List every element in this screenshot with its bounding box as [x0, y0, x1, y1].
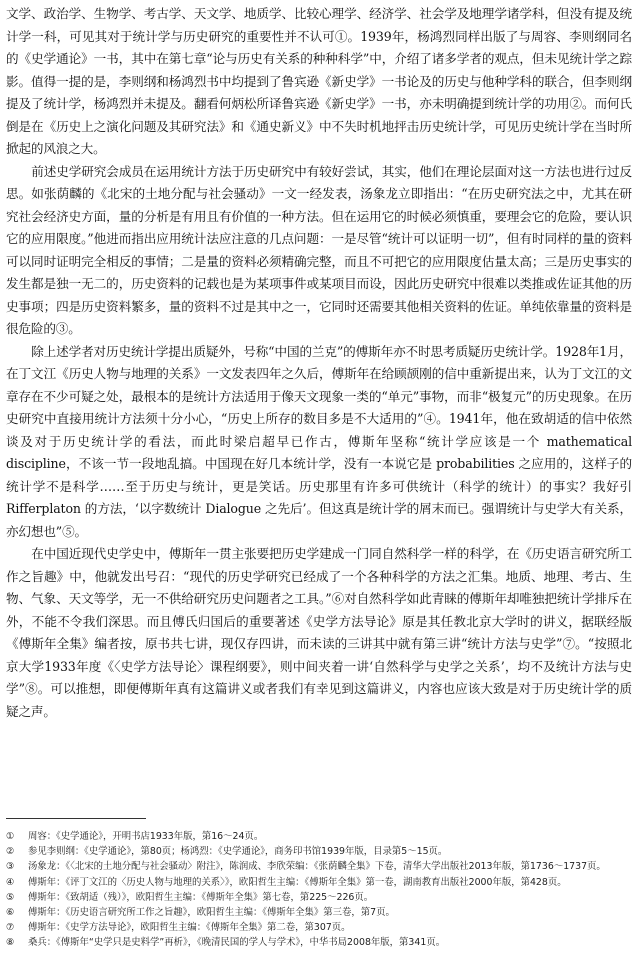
paragraph-2: 前述史学研究会成员在运用统计方法于历史研究中有较好尝试，其实，他们在理论层面对这一方法也进行过反思。如张荫麟的《北宋的土地分配与社会骚动》一文一经发表，汤象龙立即指出：“在历史研究法之中，尤其在研究社会经济史方面，量的分析是有用且有价值的一种方法。但在运用它的时候必须慎重，要理会它的危险，要认识它的应用限度。”他进而指出应用统计法应注意的几点问题：一是尽管“统计可以证明一切”，但有时同样的量的资料可以同时证明完全相反的事情；二是量的资料必须精确完整，而且不可把它的应用限度估量太高；三是历史事实的发生都是独一无二的，历史资料的记载也是为某项事件或某项目而设，因此历史研究中很难以类推或佐证其他的历史事项；四是历史资料繁多，量的资料不过是其中之一，它同时还需要其他相关资料的佐证。单纯依靠量的资料是很危险的③。 [6, 163, 632, 336]
footnote-6 [6, 905, 632, 920]
footnote-5 [6, 890, 632, 905]
footnote-1 [6, 829, 632, 844]
footnote-number: ① [6, 831, 15, 842]
footnote-text: 桑兵：《傅斯年“史学只是史料学”再析》，《晚清民国的学人与学术》，中华书局2008年版，第341页。 [28, 937, 446, 949]
footnote-number: ④ [6, 876, 15, 888]
footnote-divider [6, 818, 146, 819]
footnote-3 [6, 859, 632, 874]
footnote-text: 傅斯年：《评丁文江的〈历史人物与地理的关系〉》，欧阳哲生主编：《傅斯年全集》第一卷，湖南教育出版社2000年版，第428页。 [28, 876, 567, 888]
footnote-4 [6, 875, 632, 890]
paragraph-1: 文学、政治学、生物学、考古学、天文学、地质学、比较心理学、经济学、社会学及地理学诸学科，但没有提及统计学一科，可见其对于统计学与历史研究的重要性并不认可①。1939年，杨鸿烈同样出版了与周容、李则纲同名的《史学通论》一书，其中在第七章“论与历史有关系的种种科学”中，介绍了诸多学者的观点，但未见统计学之踪影。值得一提的是，李则纲和杨鸿烈书中均提到了鲁宾逊《新史学》一书论及的历史与他种学科的联合，但李则纲提及了统计学，杨鸿烈并未提及。翻看何炳松所译鲁宾逊《新史学》一书，亦未明确提到统计学的功用②。而何氏倒是在《历史上之演化问题及其研究法》和《通史新义》中不失时机地抨击历史统计学，可见历史统计学在当时所掀起的风浪之大。 [6, 6, 632, 156]
footnote-2 [6, 844, 632, 859]
footnote-number: ⑧ [6, 937, 15, 949]
body-text [6, 3, 632, 723]
paragraph-3: 除上述学者对历史统计学提出质疑外，号称“中国的兰克”的傅斯年亦不时思考质疑历史统计学。1928年1月，在丁文江《历史人物与地理的关系》一文发表四年之久后，傅斯年在给顾颉刚的信中重新提出来，认为丁文江的文章存在不少可疑之处，最根本的是统计方法适用于像天文现象一类的“单元”事物，而非“极复元”的历史现象。在历史研究中直接用统计方法须十分小心，“历史上所存的数目多是不大适用的”④。1941年，他在致胡适的信中依然谈及对于历史统计学的看法，而此时梁启超早已作古，傅斯年坚称“统计学应该是一个 mathematical discipline，不该一节一段地乱搞。中国现在好几本统计学，没有一本说它是 probabilities 之应用的，这样子的统计学不是科学……至于历史与统计，更是笑话。历史那里有许多可供统计（科学的统计）的事实？我好引 Rifferplaton 的方法，‘以字数统计 Dialogue 之先后’。但这真是统计学的屑末而已。强谓统计与史学大有关系，亦幻想也”⑤。 [6, 343, 632, 539]
paragraph-4: 在中国近现代史学史中，傅斯年一贯主张要把历史学建成一门同自然科学一样的科学，在《历史语言研究所工作之旨趣》中，他就发出号召：“现代的历史学研究已经成了一个各种科学的方法之汇集。地质、地理、考古、生物、气象、天文等学，无一不供给研究历史问题者之工具。”⑥对自然科学如此青睐的傅斯年却唯独把统计学排斥在外，不能不令我们深思。而且傅氏归国后的重要著述《史学方法导论》原是其任教北京大学时的讲义，据联经版《傅斯年全集》编者按，原书共七讲，现仅存四讲，而未读的三讲其中就有第三讲“统计方法与史学”⑦。“按照北京大学1933年度《〈史学方法导论〉课程纲要》，则中间夹着一讲‘自然科学与史学之关系’，均不及统计方法与史学”⑧。可以推想，即便傅斯年真有这篇讲义或者我们有幸见到这篇讲义，内容也应该大致是对于历史统计学的质疑之声。 [6, 546, 632, 719]
footnote-text: 傅斯年：《致胡适（残）》，欧阳哲生主编：《傅斯年全集》第七卷，第225～226页。 [28, 891, 374, 903]
footnote-text: 周容：《史学通论》，开明书店1933年版，第16～24页。 [28, 831, 264, 842]
footnote-text: 汤象龙：《〈北宋的土地分配与社会骚动〉附注》，陈润成、李欣荣编：《张荫麟全集》下卷，清华大学出版社2013年版，第1736～1737页。 [28, 861, 606, 873]
footnotes [6, 829, 632, 951]
footnote-text: 傅斯年：《史学方法导论》，欧阳哲生主编：《傅斯年全集》第二卷，第307页。 [28, 922, 351, 934]
footnote-7 [6, 920, 632, 935]
footnote-number: ⑤ [6, 891, 15, 903]
footnote-number: ③ [6, 861, 15, 873]
footnote-number: ⑦ [6, 922, 15, 934]
footnote-text: 傅斯年：《历史语言研究所工作之旨趣》，欧阳哲生主编：《傅斯年全集》第三卷，第7页。 [28, 907, 395, 919]
footnote-number: ② [6, 846, 15, 858]
footnote-text: 参见李则纲：《史学通论》，第80页；杨鸿烈：《史学通论》，商务印书馆1939年版，目录第5～15页。 [28, 846, 448, 858]
footnote-8 [6, 935, 632, 950]
footnote-number: ⑥ [6, 907, 15, 919]
